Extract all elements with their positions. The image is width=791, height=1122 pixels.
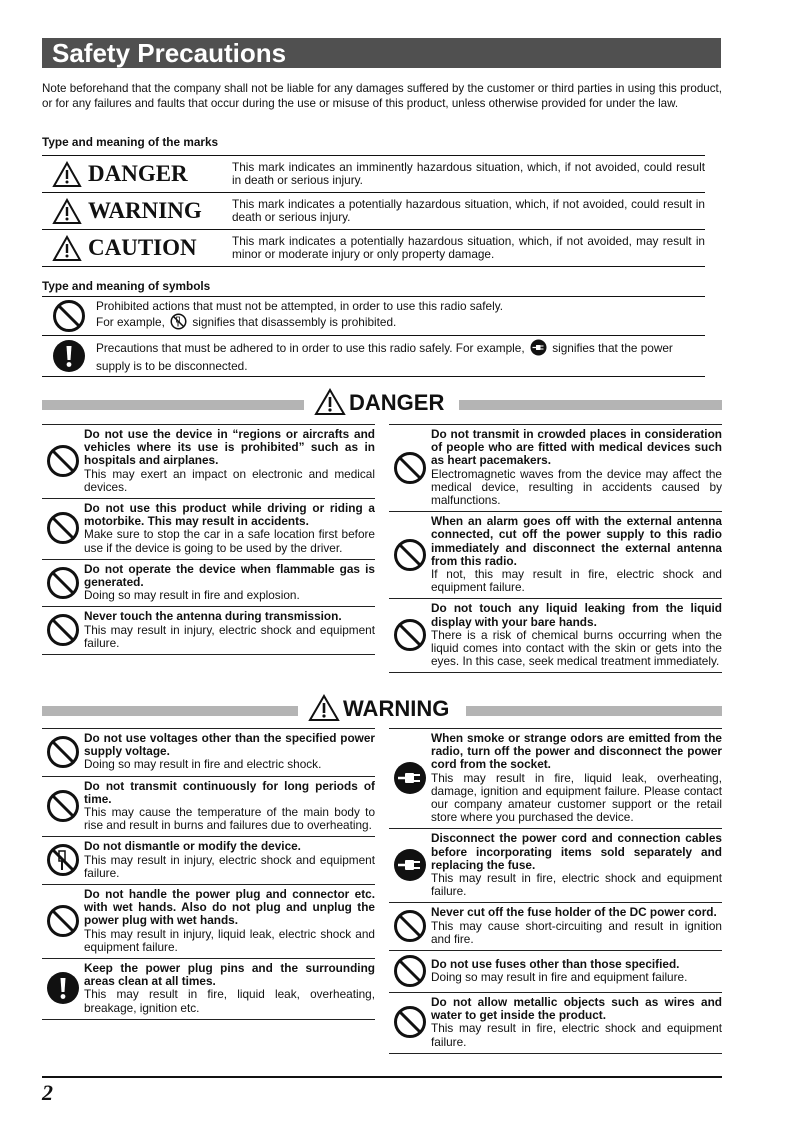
precaution-item — [42, 836, 375, 884]
precaution-item — [389, 728, 722, 828]
prohibited-icon — [42, 789, 84, 823]
page-number: 2 — [42, 1080, 53, 1105]
precaution-title: Do not allow metallic objects such as wires and water to get inside the product. — [431, 995, 722, 1023]
no-disassembly-icon — [42, 843, 84, 877]
danger-section-header — [42, 388, 722, 418]
warning-triangle-icon — [52, 198, 82, 225]
warning-triangle-icon — [314, 388, 346, 416]
precaution-body: This may result in fire, liquid leak, overheating, breakage, ignition etc. — [84, 987, 375, 1015]
precaution-item — [42, 728, 375, 776]
precaution-title: Do not use this product while driving or riding a motorbike. This may result in accidents. — [84, 501, 375, 529]
mark-label-warning: WARNING — [88, 198, 202, 223]
warning-section-header — [42, 694, 722, 724]
prohibited-icon — [42, 511, 84, 545]
footer-rule — [42, 1076, 722, 1078]
symbol-mandatory-before: Precautions that must be adhered to in order to use this radio safely. For example, — [96, 341, 525, 356]
unplug-icon — [530, 339, 547, 359]
prohibited-icon — [42, 566, 84, 600]
symbols-heading: Type and meaning of symbols — [42, 279, 211, 293]
mandatory-icon — [42, 971, 84, 1005]
danger-left-column — [42, 424, 375, 655]
prohibited-icon — [42, 735, 84, 769]
warning-heading: WARNING — [343, 696, 450, 721]
header-bar — [42, 400, 304, 410]
precaution-body: This may cause short-circuiting and result in ignition and fire. — [431, 918, 722, 946]
precaution-body: If not, this may result in fire, electric shock and equipment failure. — [431, 567, 722, 595]
symbol-prohibited-example-after: signifies that disassembly is prohibited. — [192, 315, 397, 330]
precaution-body: Doing so may result in fire and equipment failure. — [431, 970, 688, 985]
danger-right-column — [389, 424, 722, 673]
precaution-body: This may result in fire, electric shock and equipment failure. — [431, 871, 722, 899]
precaution-item — [389, 511, 722, 598]
precaution-item — [389, 424, 722, 511]
marks-table — [42, 155, 705, 267]
prohibited-icon — [389, 909, 431, 943]
precaution-title: Do not transmit in crowded places in consideration of people who are fitted with medical devices such as heart pacemakers. — [431, 427, 722, 468]
precaution-title: Do not transmit continuously for long periods of time. — [84, 778, 375, 806]
prohibited-icon — [42, 299, 96, 333]
precaution-item — [42, 958, 375, 1020]
precaution-body: Make sure to stop the car in a safe location first before use if the device is going to be used by the driver. — [84, 527, 375, 555]
precaution-title: Do not dismantle or modify the device. — [84, 839, 301, 854]
mark-desc-danger: This mark indicates an imminently hazardous situation, which, if not avoided, could result in death or serious injury. — [232, 159, 705, 187]
precaution-item — [42, 776, 375, 837]
precaution-title: Do not use fuses other than those specified. — [431, 956, 680, 971]
precaution-item — [42, 559, 375, 607]
precaution-title: Keep the power plug pins and the surrounding areas clean at all times. — [84, 961, 375, 989]
prohibited-icon — [42, 613, 84, 647]
page-title: Safety Precautions — [42, 38, 721, 68]
prohibited-icon — [389, 451, 431, 485]
symbol-prohibited-example-before: For example, — [96, 315, 165, 330]
danger-heading: DANGER — [349, 390, 445, 415]
header-bar — [466, 706, 722, 716]
symbol-prohibited-text: Prohibited actions that must not be attempted, in order to use this radio safely. — [96, 299, 503, 313]
symbol-row-mandatory — [42, 336, 705, 377]
prohibited-icon — [42, 904, 84, 938]
precaution-title: Never cut off the fuse holder of the DC power cord. — [431, 905, 717, 920]
warning-triangle-icon — [52, 161, 82, 188]
precaution-item — [389, 992, 722, 1054]
header-bar — [42, 706, 298, 716]
precaution-title: Do not use voltages other than the specified power supply voltage. — [84, 731, 375, 759]
header-bar — [459, 400, 722, 410]
precaution-item — [42, 606, 375, 655]
prohibited-icon — [389, 618, 431, 652]
precaution-title: Do not use the device in “regions or aircrafts and vehicles where its use is prohibited” such as in hospitals and airplanes. — [84, 427, 375, 468]
precaution-title: Do not handle the power plug and connector etc. with wet hands. Also do not plug and unplug the power plug with wet hands. — [84, 887, 375, 928]
precaution-body: This may result in fire, electric shock and equipment failure. — [431, 1021, 722, 1049]
precaution-title: Do not touch any liquid leaking from the liquid display with your bare hands. — [431, 601, 722, 629]
precaution-body: This may result in fire, liquid leak, overheating, damage, ignition and equipment failure. Please contact our company amateur customer support or the retail store where you purchased the device. — [431, 770, 722, 825]
precaution-body: This may cause the temperature of the main body to rise and result in burns and failures due to overheating. — [84, 805, 375, 833]
precaution-item — [42, 884, 375, 958]
precaution-body: This may result in injury, electric shock and equipment failure. — [84, 852, 375, 880]
warning-right-column — [389, 728, 722, 1054]
prohibited-icon — [389, 1005, 431, 1039]
mark-label-caution: CAUTION — [88, 235, 197, 260]
precaution-title: Do not operate the device when flammable gas is generated. — [84, 561, 375, 590]
mark-row-danger — [42, 156, 705, 193]
prohibited-icon — [389, 954, 431, 988]
precaution-body: Electromagnetic waves from the device may affect the medical device, resulting in accidents caused by malfunctions. — [431, 466, 722, 508]
precaution-item — [42, 498, 375, 559]
mandatory-icon — [42, 339, 96, 373]
precaution-title: Never touch the antenna during transmission. — [84, 609, 342, 624]
marks-heading: Type and meaning of the marks — [42, 135, 219, 149]
unplug-icon — [389, 848, 431, 882]
unplug-icon — [389, 761, 431, 795]
prohibited-icon — [42, 444, 84, 478]
precaution-body: There is a risk of chemical burns occurring when the liquid comes into contact with the skin or gets into the eyes. In this case, seek medical treatment immediately. — [431, 627, 722, 669]
mark-desc-warning: This mark indicates a potentially hazardous situation, which, if not avoided, could result in death or serious injury. — [232, 196, 705, 224]
mark-row-caution — [42, 230, 705, 267]
precaution-title: When smoke or strange odors are emitted from the radio, turn off the power and disconnect the power cord from the socket. — [431, 731, 722, 772]
mark-row-warning — [42, 193, 705, 230]
symbol-row-prohibited — [42, 297, 705, 336]
precaution-body: This may exert an impact on electronic and medical devices. — [84, 466, 375, 494]
precaution-body: Doing so may result in fire and electric shock. — [84, 757, 322, 772]
warning-triangle-icon — [52, 235, 82, 262]
precaution-item — [389, 828, 722, 902]
mark-desc-caution: This mark indicates a potentially hazardous situation, which, if not avoided, may result in minor or moderate injury or only property damage. — [232, 233, 705, 261]
no-disassembly-icon — [170, 313, 187, 333]
precaution-body: Doing so may result in fire and explosion. — [84, 588, 300, 603]
precaution-item — [389, 598, 722, 673]
mark-label-danger: DANGER — [88, 161, 188, 186]
precaution-item — [42, 424, 375, 498]
symbol-mandatory-after: signifies that the power supply is to be disconnected. — [96, 341, 673, 373]
precaution-title: When an alarm goes off with the external antenna connected, cut off the power supply to this radio immediately and disconnect the external antenna from this radio. — [431, 514, 722, 568]
warning-left-column — [42, 728, 375, 1020]
prohibited-icon — [389, 538, 431, 572]
warning-triangle-icon — [308, 694, 340, 722]
precaution-item — [389, 950, 722, 992]
precaution-body: This may result in injury, electric shock and equipment failure. — [84, 622, 375, 650]
precaution-title: Disconnect the power cord and connection cables before incorporating items sold separately and replacing the fuse. — [431, 831, 722, 872]
precaution-item — [389, 902, 722, 950]
precaution-body: This may result in injury, liquid leak, electric shock and equipment failure. — [84, 926, 375, 954]
intro-paragraph: Note beforehand that the company shall not be liable for any damages suffered by the customer or third parties in using this product, or for any failures and faults that occur during the use or misuse of this product, unless otherwise provided for under the law. — [42, 82, 722, 110]
symbols-table — [42, 296, 705, 377]
